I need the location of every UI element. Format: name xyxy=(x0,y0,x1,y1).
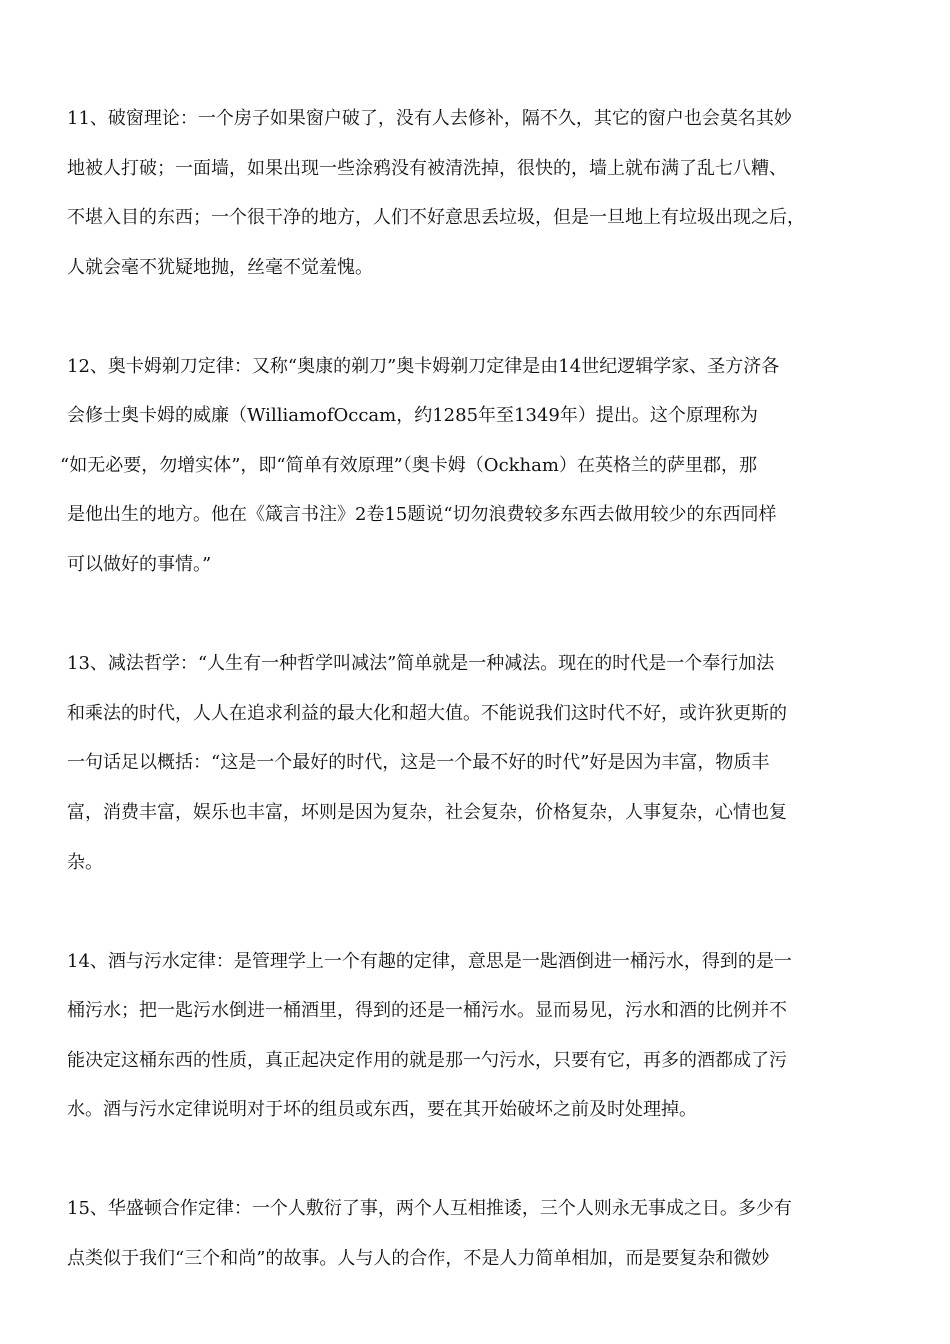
section-11-line-2: 地被人打破；一面墙，如果出现一些涂鸦没有被清洗掉，很快的，墙上就布满了乱七八糟、 xyxy=(67,158,787,179)
section-12-line-4: 是他出生的地方。他在《箴言书注》2卷15题说“切勿浪费较多东西去做用较少的东西同样 xyxy=(67,504,777,525)
section-14-line-4: 水。酒与污水定律说明对于坏的组员或东西，要在其开始破坏之前及时处理掉。 xyxy=(67,1099,697,1120)
section-11-line-3: 不堪入目的东西；一个很干净的地方，人们不好意思丢垃圾，但是一旦地上有垃圾出现之后， xyxy=(67,207,805,228)
section-13-line-1: 13、减法哲学：“人生有一种哲学叫减法”简单就是一种减法。现在的时代是一个奉行加法 xyxy=(67,653,775,674)
section-13-line-2: 和乘法的时代，人人在追求利益的最大化和超大值。不能说我们这时代不好，或许狄更斯的 xyxy=(67,703,787,724)
section-13-line-3: 一句话足以概括：“这是一个最好的时代，这是一个最不好的时代”好是因为丰富，物质丰 xyxy=(67,752,770,773)
section-13-line-5: 杂。 xyxy=(67,852,103,873)
section-12-line-3: “如无必要，勿增实体”，即“简单有效原理”（奥卡姆（Ockham）在英格兰的萨里郡，那 xyxy=(60,455,757,476)
section-12-line-1: 12、奥卡姆剃刀定律：又称“奥康的剃刀”奥卡姆剃刀定律是由14世纪逻辑学家、圣方济各 xyxy=(67,356,780,377)
section-13-line-4: 富，消费丰富，娱乐也丰富，坏则是因为复杂，社会复杂，价格复杂，人事复杂，心情也复 xyxy=(67,802,787,823)
section-15-line-1: 15、华盛顿合作定律：一个人敷衍了事，两个人互相推诿，三个人则永无事成之日。多少有 xyxy=(67,1198,792,1219)
section-12-line-2: 会修士奥卡姆的威廉（WilliamofOccam，约1285年至1349年）提出。这个原理称为 xyxy=(67,405,758,426)
section-14-line-1: 14、酒与污水定律：是管理学上一个有趣的定律，意思是一匙酒倒进一桶污水，得到的是一 xyxy=(67,951,792,972)
section-12-line-5: 可以做好的事情。” xyxy=(67,554,212,575)
section-14-line-3: 能决定这桶东西的性质，真正起决定作用的就是那一勺污水，只要有它，再多的酒都成了污 xyxy=(67,1050,787,1071)
section-11-line-1: 11、破窗理论：一个房子如果窗户破了，没有人去修补，隔不久，其它的窗户也会莫名其妙 xyxy=(67,108,792,129)
section-14-line-2: 桶污水；把一匙污水倒进一桶酒里，得到的还是一桶污水。显而易见，污水和酒的比例并不 xyxy=(67,1000,787,1021)
section-15-line-2: 点类似于我们“三个和尚”的故事。人与人的合作，不是人力简单相加，而是要复杂和微妙 xyxy=(67,1248,770,1269)
section-11-line-4: 人就会毫不犹疑地抛，丝毫不觉羞愧。 xyxy=(67,257,373,278)
